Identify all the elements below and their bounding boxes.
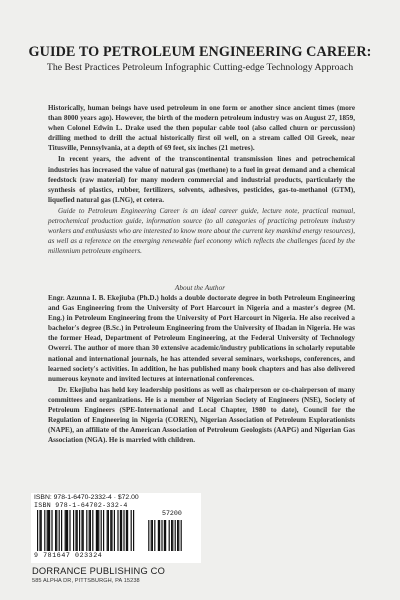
publisher-name: DORRANCE PUBLISHING CO: [32, 566, 166, 576]
blurb-text: is an ideal career guide, lecture note, practical manual, petrochemical production guide, information source (to all categories of practicing petroleum industry workers and enthusiasts who are interested to know more about the current key mankind energy resources), as well as a reference on the emerging renewable fuel economy which reflects the challenges faced by the millennium petroleum engineers.: [48, 206, 355, 256]
blurb-paragraph: In recent years, the advent of the transcontinental transmission lines and petrochemical industries has increased the value of natural gas (methane) to a fuel in great demand and a chemical feedstock (raw material) for many modern commercial and industrial products, particularly the synthesis of plastics, rubber, fertilizers, solvents, adhesives, pesticides, gas-to-methanol (GTM), liquefied natural gas (LNG), et cetera.: [48, 155, 355, 204]
book-title: GUIDE TO PETROLEUM ENGINEERING CAREER:: [28, 44, 372, 60]
about-paragraph: Dr. Ekejiuba has held key leadership positions as well as chairperson or co-chairperson of many committees and organizations. He is a member of Nigerian Society of Engineers (NSE), Society of Petroleum Engineers (SPE-International and Local Chapter, 1980 to date), Council for the Regulation of Engineering in Nigeria (COREN), Nigerian Association of Petroleum Explorationists (NAPE), an affiliate of the American Association of Petroleum Geologists (AAPG) and Nigerian Gas Association (NGA). He is married with children.: [48, 385, 355, 445]
blurb-paragraph: Historically, human beings have used petroleum in one form or another since ancient times (more than 8000 years ago). However, the birth of the modern petroleum industry was on August 27, 1859, when Colonel Edwin L. Drake used the then popular cable tool (also called churn or percussion) drilling method to drill the actual historically first oil well, on a stream called Oil Greek, near Titusville, Pennsylvania, at a depth of 69 feet, six inches (21 metres).: [48, 104, 355, 153]
about-author-heading: About the Author: [174, 283, 226, 292]
isbn-ocr: ISBN 978-1-64702-332-4: [34, 502, 128, 509]
book-subtitle: The Best Practices Petroleum Infographic Cutting-edge Technology Approach: [46, 62, 354, 73]
about-paragraph: Engr. Azunna I. B. Ekejiuba (Ph.D.) holds a double doctorate degree in both Petroleum Engineering and Gas Engineering from the University of Port Harcourt in Nigeria and a master's degree (M. Eng.) in Petroleum Engineering from the University of Port Harcourt in Nigeria. He also received a bachelor's degree (B.Sc.) in Petroleum Engineering from the University of Ibadan in Nigeria. He was the former Head, Department of Petroleum Engineering, at the Federal University of Technology Owerri. The author of more than 30 extensive academic/industry publications in scholarly reputable national and international journals, he has attended several seminars, workshops, conferences, and learned society's activities. In addition, he has published many book chapters and has also delivered numerous keynote and invited lectures at international conferences.: [48, 294, 355, 383]
blurb: [48, 103, 355, 257]
blurb-book-title: Guide to Petroleum Engineering Career: [58, 206, 180, 215]
about-author: [48, 293, 355, 446]
price-code: 57200: [162, 510, 182, 517]
barcode-digits: 9 781647 023324: [34, 552, 103, 559]
publisher-address: 585 ALPHA DR, PITTSBURGH, PA 15238: [32, 578, 140, 584]
isbn-price: ISBN: 978-1-6470-2332-4 · $72.00: [34, 494, 139, 501]
blurb-paragraph: [48, 206, 355, 256]
